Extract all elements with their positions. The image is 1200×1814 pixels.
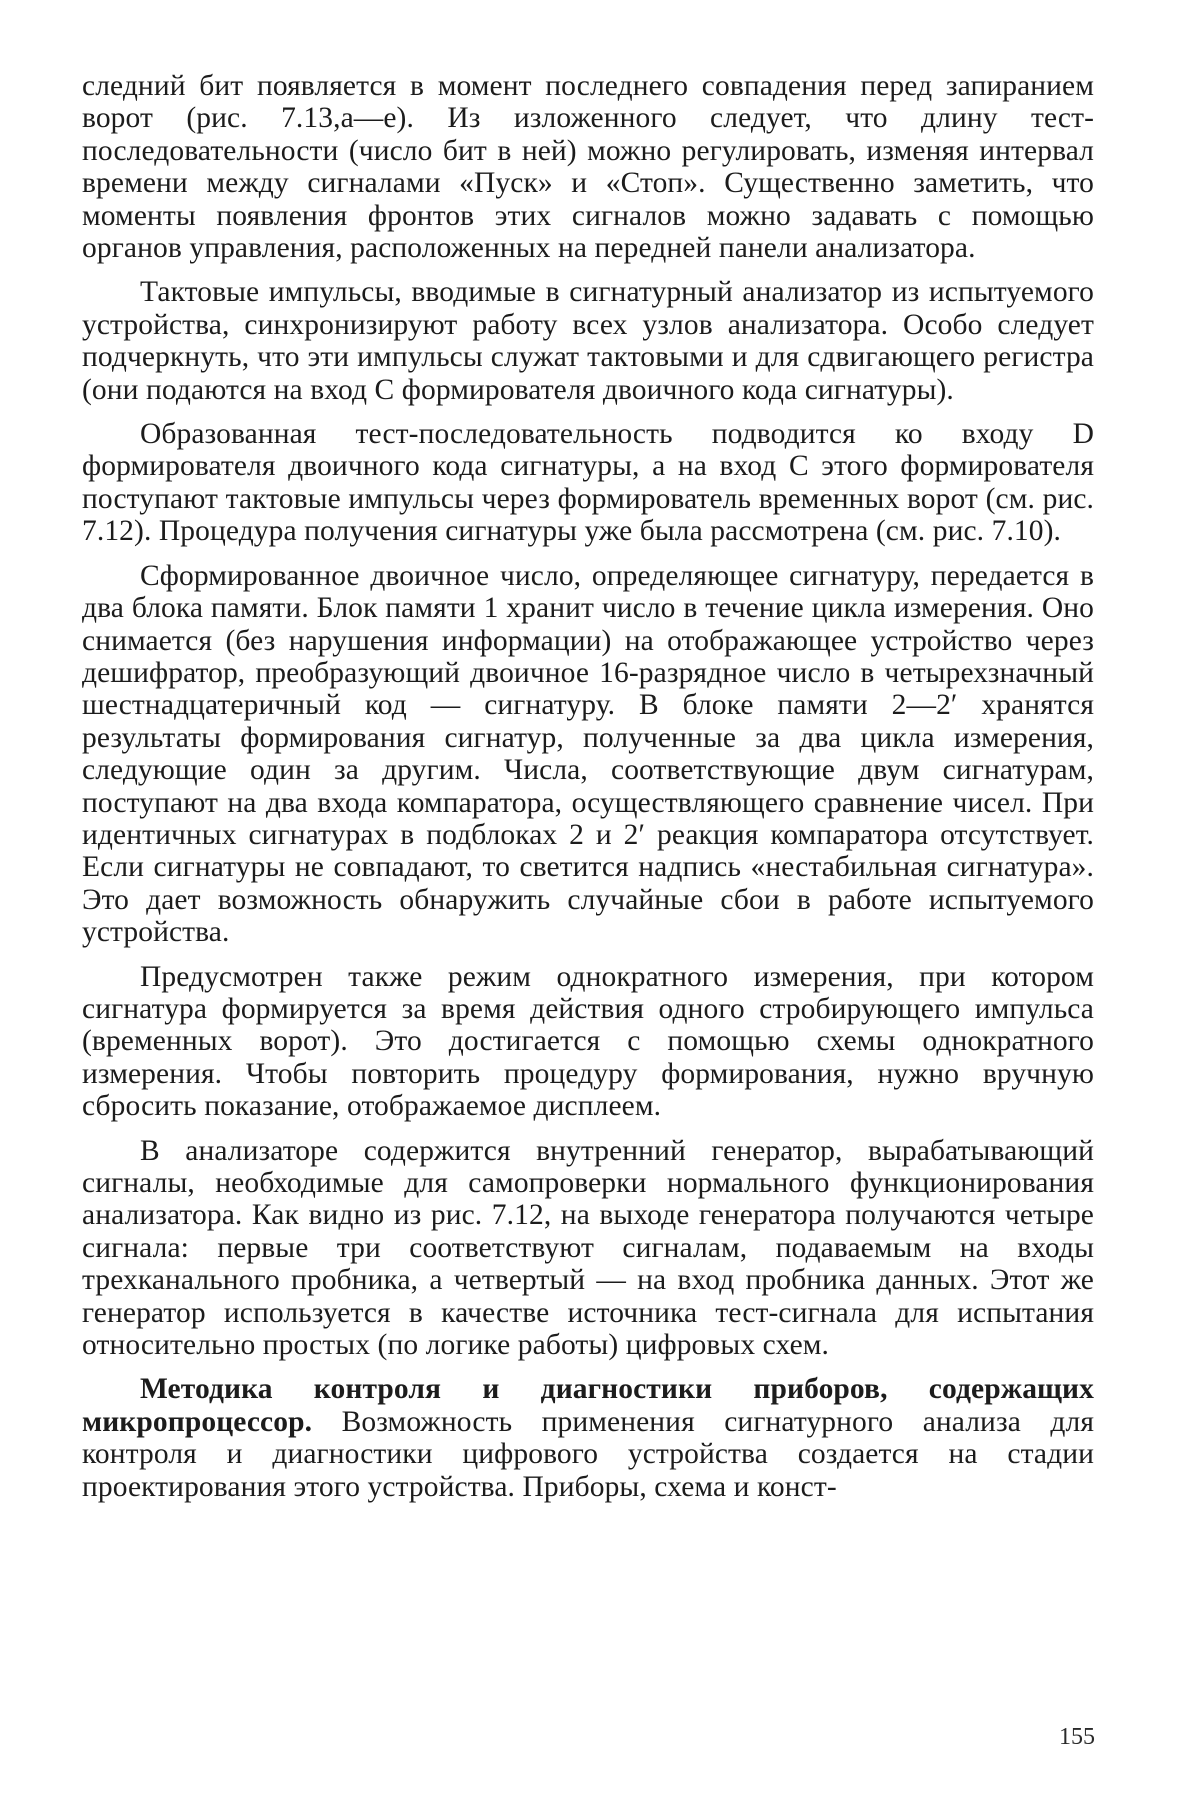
paragraph-1: следний бит появляется в момент последнего совпадения перед запиранием ворот (рис. 7.13,а—е). Из изложенного следует, что длину тест-последовательности (число бит в ней) можно регулировать, изменяя интервал времени между сигналами «Пуск» и «Стоп». Существенно заметить, что моменты появления фронтов этих сигналов можно задавать с помощью органов управления, расположенных на передней панели анализатора. (82, 70, 1094, 264)
page-number: 155 (1059, 1724, 1095, 1751)
paragraph-5: Предусмотрен также режим однократного измерения, при котором сигнатура формируется за время действия одного стробирующего импульса (временных ворот). Это достигается с помощью схемы однократного измерения. Чтобы повторить процедуру формирования, нужно вручную сбросить показание, отображаемое дисплеем. (82, 961, 1094, 1123)
paragraph-3: Образованная тест-последовательность подводится ко входу D формирователя двоичного кода сигнатуры, а на вход C этого формирователя поступают тактовые импульсы через формирователь временных ворот (см. рис. 7.12). Процедура получения сигнатуры уже была рассмотрена (см. рис. 7.10). (82, 418, 1094, 548)
paragraph-2: Тактовые импульсы, вводимые в сигнатурный анализатор из испытуемого устройства, синхронизируют работу всех узлов анализатора. Особо следует подчеркнуть, что эти импульсы служат тактовыми и для сдвигающего регистра (они подаются на вход C формирователя двоичного кода сигнатуры). (82, 276, 1094, 406)
paragraph-4: Сформированное двоичное число, определяющее сигнатуру, передается в два блока памяти. Блок памяти 1 хранит число в течение цикла измерения. Оно снимается (без нарушения информации) на отображающее устройство через дешифратор, преобразующий двоичное 16-разрядное число в четырехзначный шестнадцатеричный код — сигнатуру. В блоке памяти 2—2′ хранятся результаты формирования сигнатур, полученные за два цикла измерения, следующие один за другим. Числа, соответствующие двум сигнатурам, поступают на два входа компаратора, осуществляющего сравнение чисел. При идентичных сигнатурах в подблоках 2 и 2′ реакция компаратора отсутствует. Если сигнатуры не совпадают, то светится надпись «нестабильная сигнатура». Это дает возможность обнаружить случайные сбои в работе испытуемого устройства. (82, 560, 1094, 949)
paragraph-6: В анализаторе содержится внутренний генератор, вырабатывающий сигналы, необходимые для самопроверки нормального функционирования анализатора. Как видно из рис. 7.12, на выходе генератора получаются четыре сигнала: первые три соответствуют сигналам, подаваемым на входы трехканального пробника, а четвертый — на вход пробника данных. Этот же генератор используется в качестве источника тест-сигнала для испытания относительно простых (по логике работы) цифровых схем. (82, 1135, 1094, 1362)
paragraph-7 (82, 1373, 1094, 1503)
page-body (82, 70, 1094, 1515)
section-heading: Методика контроля и диагностики приборов, содержащих микропроцессор. (82, 1373, 1094, 1437)
section-text: Возможность применения сигнатурного анализа для контроля и диагностики цифрового устройства создается на стадии проектирования этого устройства. Приборы, схема и конст- (82, 1406, 1094, 1503)
